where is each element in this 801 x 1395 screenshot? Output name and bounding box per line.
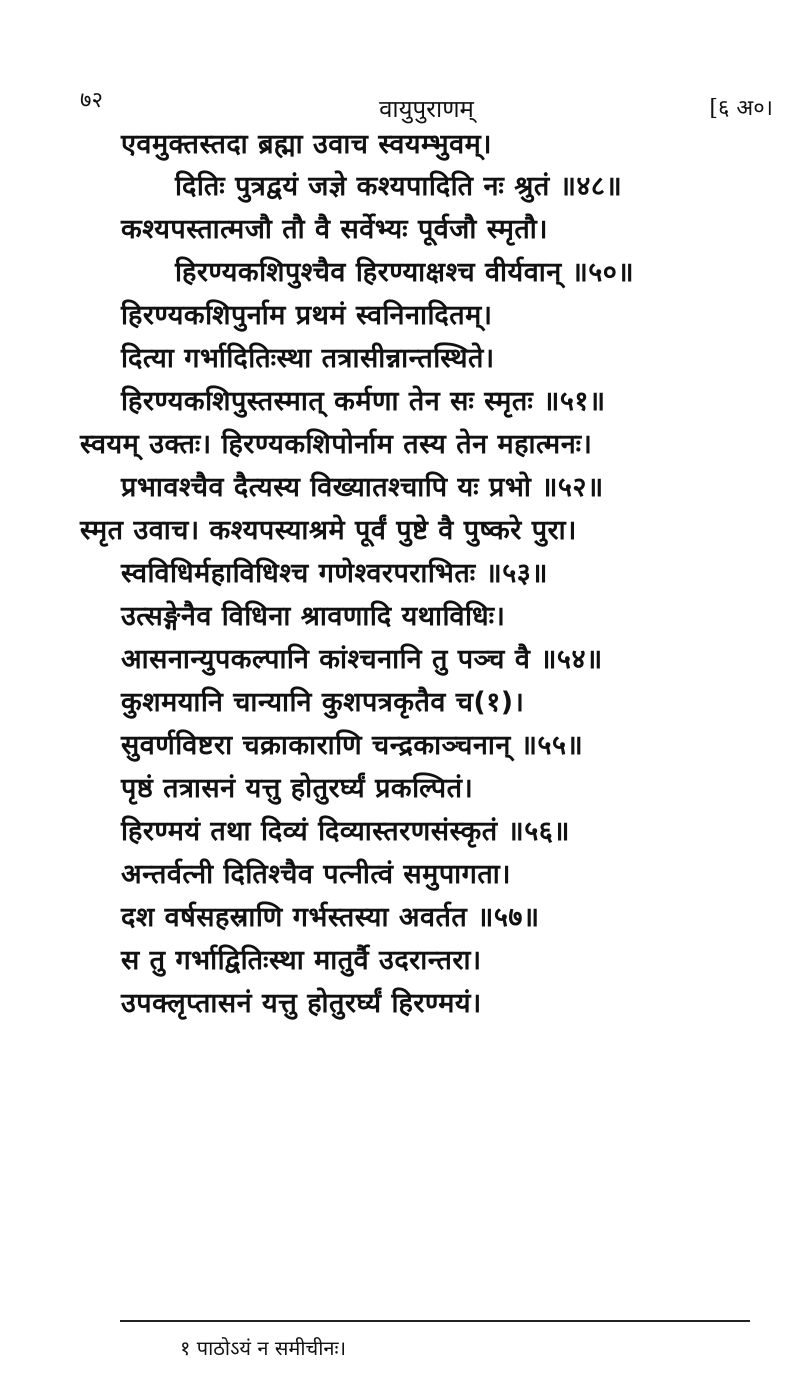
verse-line: दितिः पुत्रद्वयं जज्ञे कश्यपादिति नः श्रुतं ॥४८॥	[175, 171, 623, 202]
verse-line: स तु गर्भाद्वितिःस्था मातुर्वै उदरान्तरा।	[121, 945, 482, 976]
verse-line: हिरण्यकशिपुर्नाम प्रथमं स्वनिनादितम्।	[121, 300, 493, 331]
running-title: वायुपुराणम्	[379, 95, 474, 123]
verse-line: उपक्लृप्तासनं यत्तु होतुरर्घ्यं हिरण्मयं।	[121, 988, 482, 1019]
verse-line: दश वर्षसहस्राणि गर्भस्तस्या अवर्तत ॥५७॥	[121, 902, 540, 933]
verse-line: पृष्ठं तत्रासनं यत्तु होतुरर्घ्यं प्रकल्पितं।	[121, 773, 474, 804]
verse-line: कश्यपस्तात्मजौ तौ वै सर्वेभ्यः पूर्वजौ स्मृतौ।	[121, 214, 548, 245]
chapter-reference: [६ अ०।	[709, 96, 773, 121]
verse-line: स्वविधिर्महाविधिश्च गणेश्वरपराभितः ॥५३॥	[121, 558, 548, 589]
footnote-divider	[120, 1320, 750, 1322]
page-number: ७२	[80, 88, 103, 113]
verse-line: उत्सङ्गेनैव विधिना श्रावणादि यथाविधिः।	[121, 601, 506, 632]
verse-line: हिरण्यकशिपुश्चैव हिरण्याक्षश्च वीर्यवान् ॥५०॥	[175, 257, 635, 288]
verse-line: स्मृत उवाच। कश्यपस्याश्रमे पूर्वं पुष्टे वै पुष्करे पुरा।	[80, 515, 577, 546]
verse-line: एवमुक्तस्तदा ब्रह्मा उवाच स्वयम्भुवम्।	[121, 129, 493, 160]
verse-line: कुशमयानि चान्यानि कुशपत्रकृतैव च(१)।	[121, 687, 525, 718]
verse-line: अन्तर्वत्नी दितिश्चैव पत्नीत्वं समुपागता।	[121, 859, 511, 890]
verse-line: आसनान्युपकल्पानि कांश्चनानि तु पञ्च वै ॥५४॥	[121, 644, 603, 675]
verse-line: दित्या गर्भादितिःस्था तत्रासीन्नान्तस्थिते।	[121, 343, 495, 374]
footnote: १ पाठोऽयं न समीचीनः।	[180, 1336, 347, 1360]
verse-line: हिरण्मयं तथा दिव्यं दिव्यास्तरणसंस्कृतं ॥५६॥	[121, 816, 570, 847]
verse-line: स्वयम् उक्तः। हिरण्यकशिपोर्नाम तस्य तेन महात्मनः।	[80, 429, 593, 460]
verse-line: हिरण्यकशिपुस्तस्मात् कर्मणा तेन सः स्मृतः ॥५१॥	[121, 386, 606, 417]
verse-line: प्रभावश्चैव दैत्यस्य विख्यातश्चापि यः प्रभो ॥५२॥	[121, 472, 604, 503]
verse-line: सुवर्णविष्टरा चक्राकाराणि चन्द्रकाञ्चनान् ॥५५॥	[121, 730, 584, 761]
page-header	[80, 78, 773, 123]
